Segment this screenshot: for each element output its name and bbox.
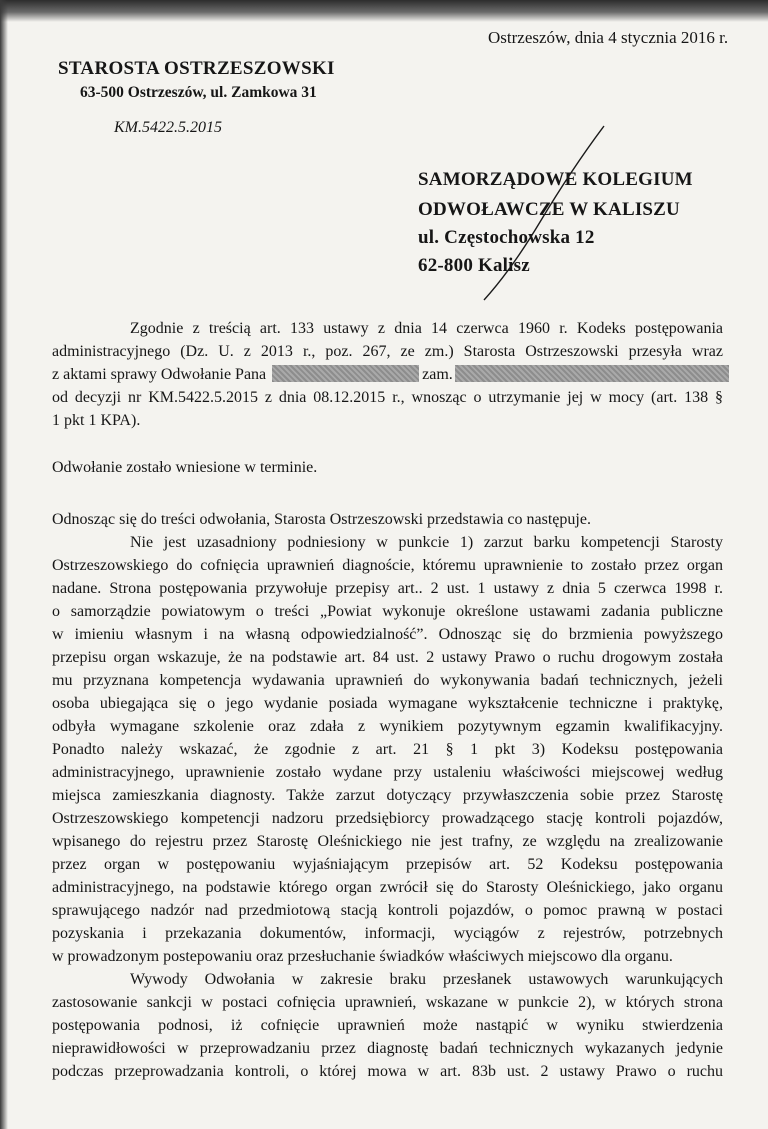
recipient-line-4: 62-800 Kalisz (418, 255, 530, 276)
position-statement (52, 508, 723, 531)
redaction-address (455, 365, 729, 382)
text-line: Zgodnie z treścią art. 133 ustawy z dnia 14 czerwca 1960 r. Kodeks postępowania (130, 320, 723, 337)
argument-2-paragraph (52, 968, 723, 1083)
sender-address: 63-500 Ostrzeszów, ul. Zamkowa 31 (80, 84, 317, 101)
text-line: w prowadzonym postepowaniu oraz przesłuchanie świadków właściwych miejscowo dla organu. (52, 948, 673, 965)
text-fragment: zam. (422, 366, 453, 383)
text-line: Ostrzeszowskiego do cofnięcia uprawnień diagnoście, któremu uprawnienie to zostało przez organ (52, 557, 723, 574)
recipient-line-2: ODWOŁAWCZE W KALISZU (418, 199, 680, 220)
recipient-line-3: ul. Częstochowska 12 (418, 227, 595, 248)
scan-left-shadow (0, 0, 8, 1129)
text-line: 1 pkt 1 KPA). (52, 412, 141, 429)
text-line: przez organ w postępowaniu wyjaśniającym przepisów art. 52 Kodeksu postępowania (52, 856, 723, 873)
text-line: Ponadto należy wskazać, że zgodnie z art. 21 § 1 pkt 3) Kodeksu postępowania (52, 741, 723, 758)
timely-note (52, 456, 723, 479)
text-line: w imieniu własnym i na własną odpowiedzialność”. Odnosząc się do brzmienia powyższego (52, 626, 723, 643)
handwritten-stroke (440, 118, 620, 308)
text-line: od decyzji nr KM.5422.5.2015 z dnia 08.12.2015 r., wnosząc o utrzymanie jej w mocy (art. 138 § (52, 389, 723, 406)
text-line: Odnosząc się do treści odwołania, Starosta Ostrzeszowski przedstawia co następuje. (52, 511, 591, 528)
text-line: miejsca zamieszkania diagnosty. Także zarzut dotyczący przywłaszczenia sobie przez Starostę (52, 787, 723, 804)
text-line: zastosowanie sankcji w postaci cofnięcia uprawnień, wskazane w punkcie 2), w których strona (52, 994, 723, 1011)
text-line: administracyjnego, uprawnienie zostało wydane przy ustaleniu właściwości miejscowej według (52, 764, 723, 781)
text-line: Nie jest uzasadniony podniesiony w punkcie 1) zarzut barku kompetencji Starosty (130, 534, 723, 551)
text-line: o samorządzie powiatowym o treści „Powiat wykonuje określone ustawami zadania publiczne (52, 603, 723, 620)
document-date: Ostrzeszów, dnia 4 stycznia 2016 r. (488, 28, 729, 47)
sender-name: STAROSTA OSTRZESZOWSKI (58, 58, 335, 79)
text-line: Odwołanie zostało wniesione w terminie. (52, 459, 318, 476)
text-line: odbyła wymagane szkolenie oraz zdała z wynikiem pozytywnym egzamin kwalifikacyjny. (52, 718, 723, 735)
case-reference: KM.5422.5.2015 (114, 119, 222, 136)
scan-top-shadow (0, 0, 768, 22)
recipient-line-1: SAMORZĄDOWE KOLEGIUM (418, 169, 693, 190)
text-fragment: z aktami sprawy Odwołanie Pana (52, 366, 267, 383)
text-line: przepisu organ wskazuje, że na podstawie art. 84 ust. 2 ustawy Prawo o ruchu drogowym została (52, 649, 723, 666)
text-line: wpisanego do rejestru przez Starostę Oleśnickiego nie jest trafny, ze względu na zrealizowanie (52, 833, 723, 850)
text-line-with-redactions (52, 363, 723, 386)
text-line: pozyskania i przekazania dokumentów, informacji, wyciągów z rejestrów, potrzebnych (52, 925, 723, 942)
text-line: nadane. Strona postępowania przywołuje przepisy art.. 2 ust. 1 ustawy z dnia 5 czerwca 1998 r. (52, 580, 723, 597)
redaction-name (272, 365, 419, 382)
text-line: sprawującego nadzór nad przedmiotową stacją kontroli pojazdów, o pomoc prawną w postaci (52, 902, 723, 919)
text-line: administracyjnego (Dz. U. z 2013 r., poz. 267, ze zm.) Starosta Ostrzeszowski przesyła wraz (52, 343, 723, 360)
text-line: Ostrzeszowskiego kompetencji nadzoru przedsiębiorcy prowadzącego stację kontroli pojazdów, (52, 810, 723, 827)
intro-paragraph (52, 317, 723, 432)
text-line: osoba ubiegająca się o jego wydanie posiada wymagane wykształcenie techniczne i praktykę, (52, 695, 723, 712)
argument-1-paragraph (52, 531, 723, 968)
text-line: Wywody Odwołania w zakresie braku przesłanek ustawowych warunkujących (130, 971, 723, 988)
text-line: mu przyznana kompetencja wydawania uprawnień do wykonywania badań technicznych, jeżeli (52, 672, 723, 689)
text-line: postępowania podnosi, iż cofnięcie uprawnień może nastąpić w wyniku stwierdzenia (52, 1017, 723, 1034)
text-line: administracyjnego, na podstawie którego organ zwrócił się do Starosty Oleśnickiego, jako organu (52, 879, 723, 896)
text-line: nieprawidłowości w przeprowadzaniu przez diagnostę badań technicznych wykazanych jedynie (52, 1040, 723, 1057)
text-line: podczas przeprowadzania kontroli, o której mowa w art. 83b ust. 2 ustawy Prawo o ruchu (52, 1063, 723, 1080)
